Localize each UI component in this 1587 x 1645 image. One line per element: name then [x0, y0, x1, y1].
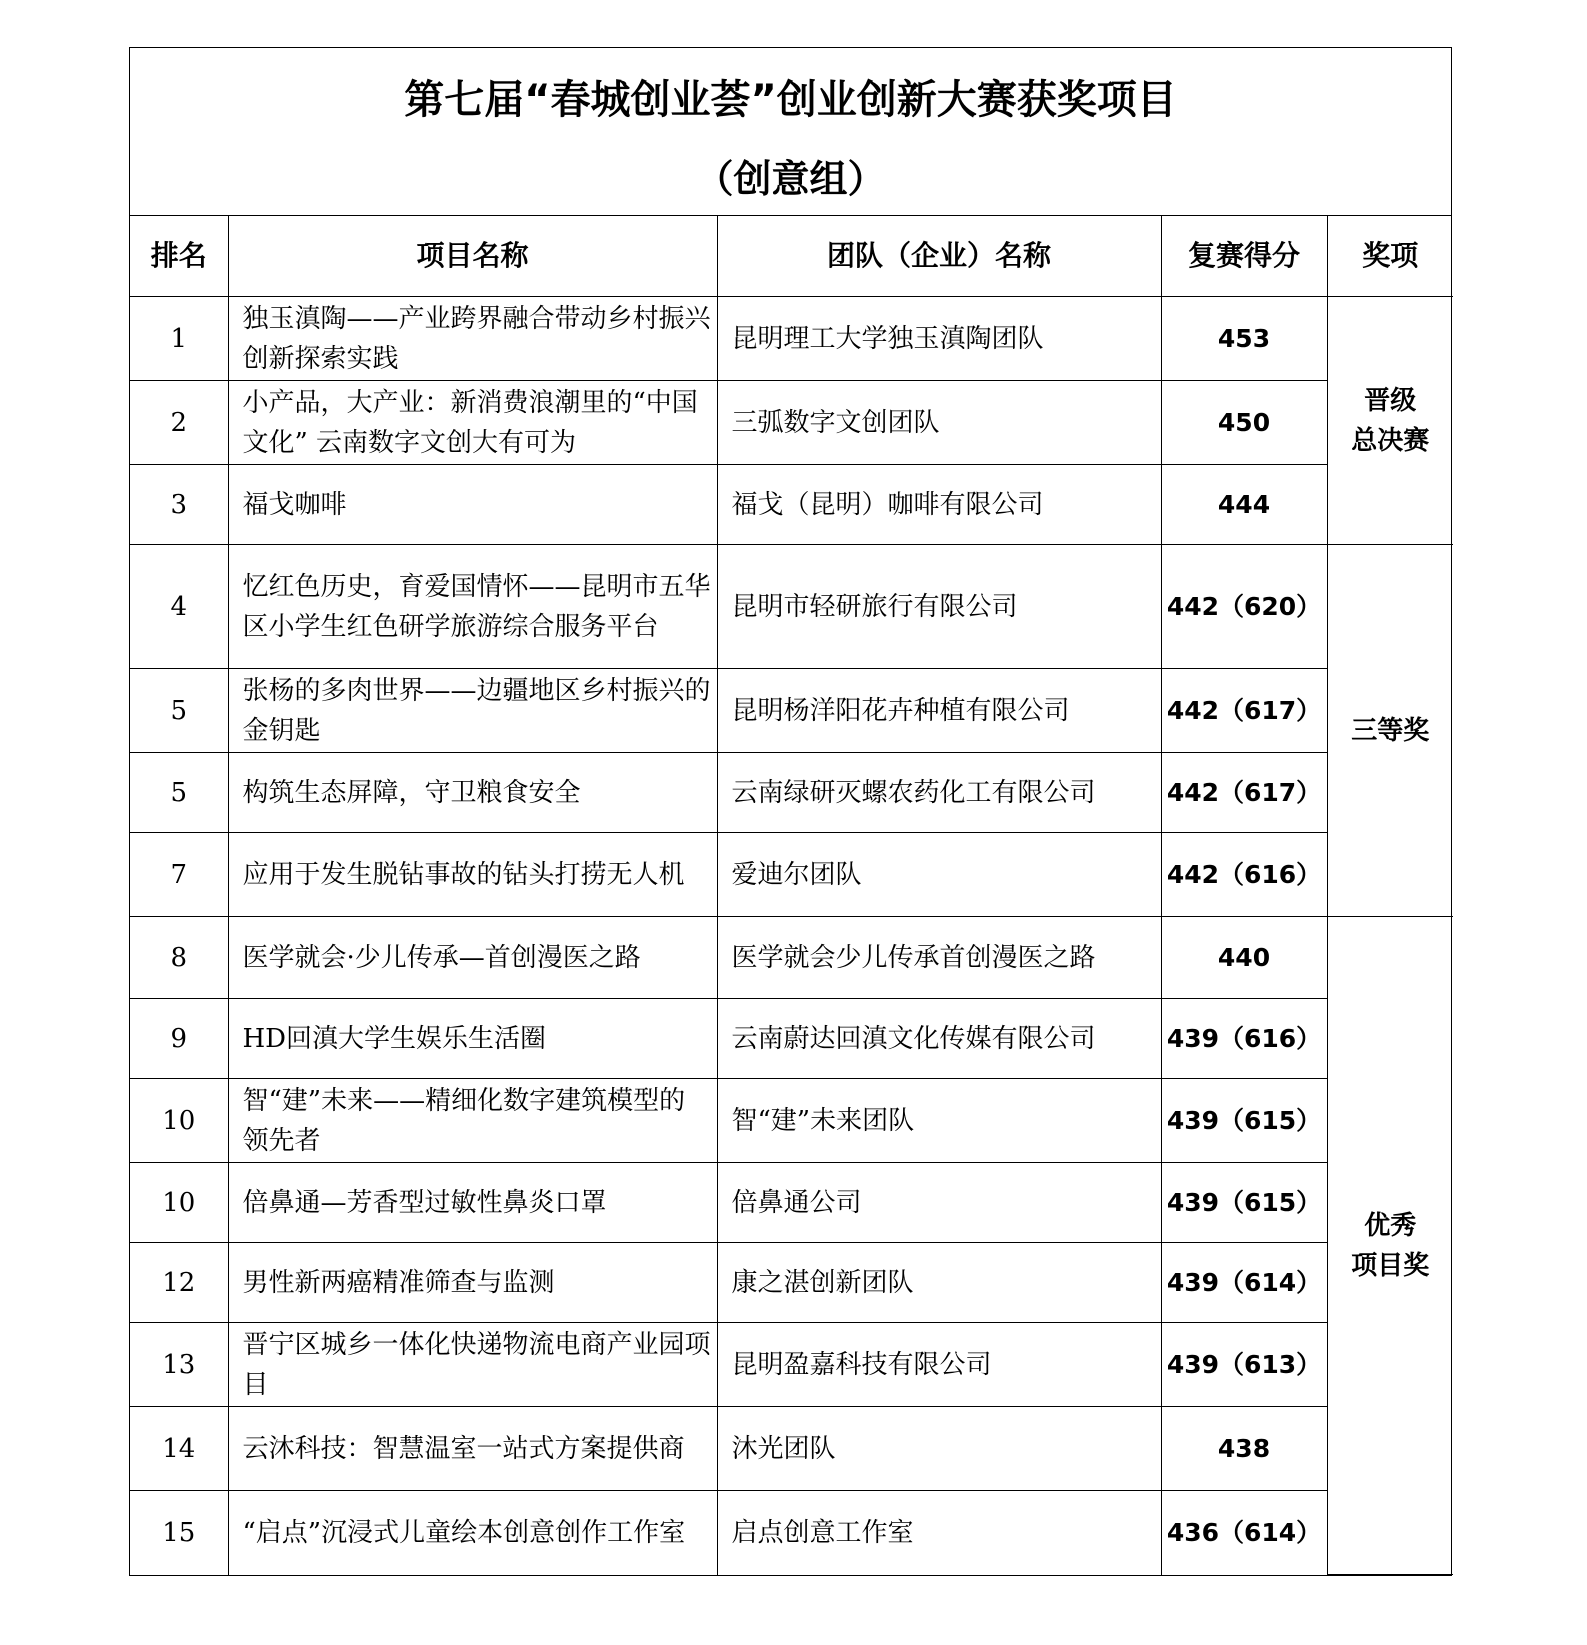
score-cell: 440: [1161, 917, 1327, 999]
award-label: 优秀: [1364, 1210, 1417, 1241]
project-cell: 男性新两癌精准筛查与监测: [228, 1243, 717, 1323]
rank-cell: 10: [130, 1163, 228, 1243]
team-cell: 倍鼻通公司: [717, 1163, 1161, 1243]
table-row: [130, 1407, 1453, 1491]
rank-cell: 2: [130, 381, 228, 465]
rank-cell: 1: [130, 297, 228, 381]
team-cell: 爱迪尔团队: [717, 833, 1161, 917]
score-cell: 442（620）: [1161, 545, 1327, 669]
team-cell: 医学就会少儿传承首创漫医之路: [717, 917, 1161, 999]
rank-cell: 8: [130, 917, 228, 999]
score-cell: 450: [1161, 381, 1327, 465]
table-row: [130, 999, 1453, 1079]
score-cell: 439（613）: [1161, 1323, 1327, 1407]
header-award: 奖项: [1327, 216, 1453, 297]
rank-cell: 10: [130, 1079, 228, 1163]
table-row: [130, 465, 1453, 545]
header-project: 项目名称: [228, 216, 717, 297]
team-cell: 沐光团队: [717, 1407, 1161, 1491]
rank-cell: 3: [130, 465, 228, 545]
score-cell: 442（616）: [1161, 833, 1327, 917]
project-cell: “启点”沉浸式儿童绘本创意创作工作室: [228, 1491, 717, 1575]
team-cell: 智“建”未来团队: [717, 1079, 1161, 1163]
table-row: [130, 1243, 1453, 1323]
team-cell: 昆明市轻研旅行有限公司: [717, 545, 1161, 669]
project-cell: 小产品，大产业：新消费浪潮里的“中国文化” 云南数字文创大有可为: [228, 381, 717, 465]
score-cell: 439（615）: [1161, 1079, 1327, 1163]
table-header-row: [130, 216, 1453, 297]
page-subtitle: （创意组）: [695, 157, 886, 201]
award-label: 项目奖: [1351, 1250, 1430, 1281]
team-cell: 三弧数字文创团队: [717, 381, 1161, 465]
team-cell: 昆明杨洋阳花卉种植有限公司: [717, 669, 1161, 753]
page-title: 第七届“春城创业荟”创业创新大赛获奖项目: [404, 77, 1177, 123]
project-cell: 应用于发生脱钻事故的钻头打捞无人机: [228, 833, 717, 917]
team-cell: 康之湛创新团队: [717, 1243, 1161, 1323]
table-row: [130, 381, 1453, 465]
score-cell: 442（617）: [1161, 669, 1327, 753]
table-row: [130, 669, 1453, 753]
team-cell: 云南绿研灭螺农药化工有限公司: [717, 753, 1161, 833]
title-block: [130, 48, 1451, 216]
score-cell: 439（614）: [1161, 1243, 1327, 1323]
rank-cell: 15: [130, 1491, 228, 1575]
rank-cell: 7: [130, 833, 228, 917]
score-cell: 453: [1161, 297, 1327, 381]
table-row: [130, 297, 1453, 381]
project-cell: 福戈咖啡: [228, 465, 717, 545]
score-cell: 439（616）: [1161, 999, 1327, 1079]
project-cell: 晋宁区城乡一体化快递物流电商产业园项目: [228, 1323, 717, 1407]
table-row: [130, 1491, 1453, 1575]
project-cell: 忆红色历史，育爱国情怀——昆明市五华区小学生红色研学旅游综合服务平台: [228, 545, 717, 669]
award-sheet: [129, 47, 1452, 1576]
award-label: 晋级: [1364, 385, 1417, 416]
score-cell: 438: [1161, 1407, 1327, 1491]
project-cell: 构筑生态屏障，守卫粮食安全: [228, 753, 717, 833]
header-team: 团队（企业）名称: [717, 216, 1161, 297]
header-rank: 排名: [130, 216, 228, 297]
table-row: [130, 917, 1453, 999]
team-cell: 昆明理工大学独玉滇陶团队: [717, 297, 1161, 381]
award-cell-excellence: [1327, 917, 1453, 1575]
rank-cell: 9: [130, 999, 228, 1079]
table-row: [130, 1323, 1453, 1407]
award-cell-third-prize: [1327, 545, 1453, 917]
rank-cell: 4: [130, 545, 228, 669]
project-cell: 张杨的多肉世界——边疆地区乡村振兴的金钥匙: [228, 669, 717, 753]
table-row: [130, 753, 1453, 833]
score-cell: 439（615）: [1161, 1163, 1327, 1243]
team-cell: 云南蔚达回滇文化传媒有限公司: [717, 999, 1161, 1079]
project-cell: 倍鼻通—芳香型过敏性鼻炎口罩: [228, 1163, 717, 1243]
results-table: [130, 216, 1453, 1575]
score-cell: 444: [1161, 465, 1327, 545]
table-row: [130, 1163, 1453, 1243]
project-cell: HD回滇大学生娱乐生活圈: [228, 999, 717, 1079]
table-row: [130, 1079, 1453, 1163]
table-row: [130, 545, 1453, 669]
project-cell: 医学就会·少儿传承—首创漫医之路: [228, 917, 717, 999]
header-score: 复赛得分: [1161, 216, 1327, 297]
team-cell: 启点创意工作室: [717, 1491, 1161, 1575]
rank-cell: 12: [130, 1243, 228, 1323]
rank-cell: 14: [130, 1407, 228, 1491]
award-label: 三等奖: [1351, 715, 1430, 746]
project-cell: 独玉滇陶——产业跨界融合带动乡村振兴创新探索实践: [228, 297, 717, 381]
project-cell: 智“建”未来——精细化数字建筑模型的领先者: [228, 1079, 717, 1163]
award-cell-finals: [1327, 297, 1453, 545]
team-cell: 昆明盈嘉科技有限公司: [717, 1323, 1161, 1407]
score-cell: 436（614）: [1161, 1491, 1327, 1575]
award-label: 总决赛: [1351, 425, 1430, 456]
score-cell: 442（617）: [1161, 753, 1327, 833]
table-row: [130, 833, 1453, 917]
rank-cell: 5: [130, 669, 228, 753]
rank-cell: 5: [130, 753, 228, 833]
team-cell: 福戈（昆明）咖啡有限公司: [717, 465, 1161, 545]
rank-cell: 13: [130, 1323, 228, 1407]
project-cell: 云沐科技：智慧温室一站式方案提供商: [228, 1407, 717, 1491]
